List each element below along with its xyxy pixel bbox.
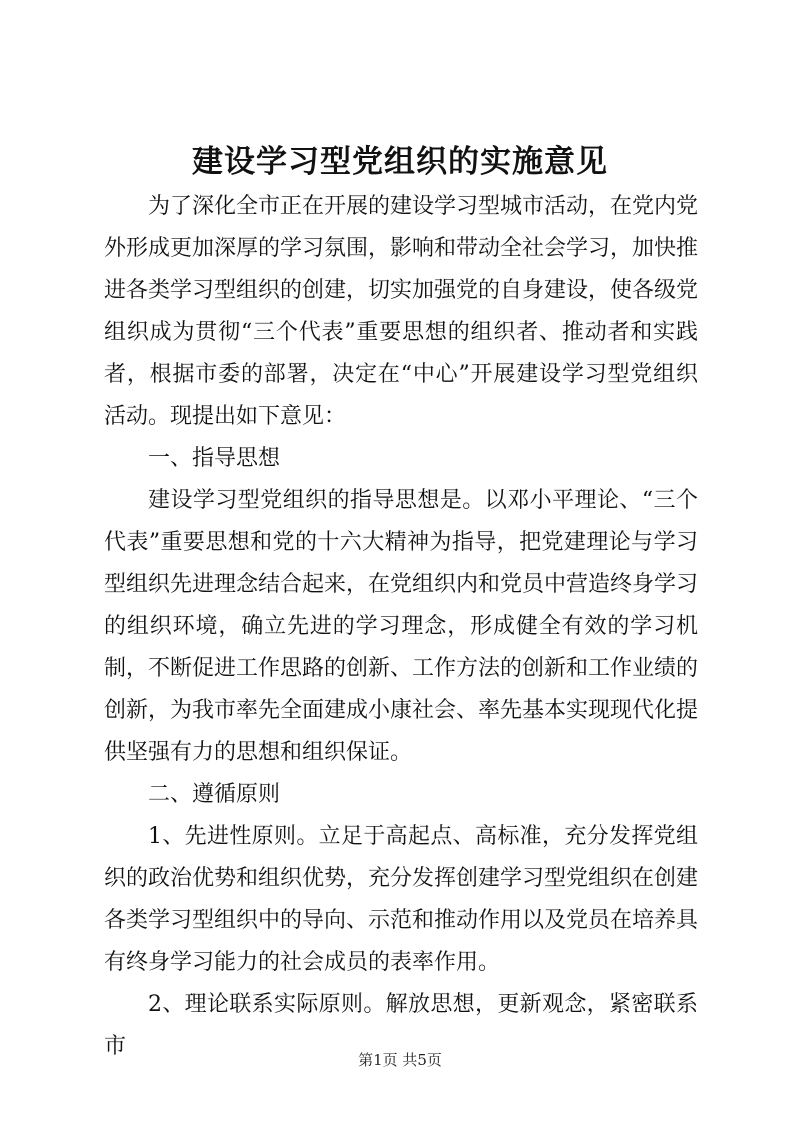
guiding-thought-paragraph: 建设学习型党组织的指导思想是。以邓小平理论、“三个代表”重要思想和党的十六大精神为指导，把党建理论与学习型组织先进理念结合起来，在党组织内和党员中营造终身学习的组织环境，确立先进的学习理念，形成健全有效的学习机制，不断促进工作思路的创新、工作方法的创新和工作业绩的创新，为我市率先全面建成小康社会、率先基本实现现代化提供坚强有力的思想和组织保证。 (104, 488, 699, 765)
intro-paragraph: 为了深化全市正在开展的建设学习型城市活动，在党内党外形成更加深厚的学习氛围，影响和带动全社会学习，加快推进各类学习型组织的创建，切实加强党的自身建设，使各级党组织成为贯彻“三个代表”重要思想的组织者、推动者和实践者，根据市委的部署，决定在“中心”开展建设学习型党组织活动。现提出如下意见： (104, 194, 699, 429)
section-heading-guiding-thought: 一、指导思想 (148, 446, 281, 471)
page-number-footer: 第1页 共5页 (358, 1051, 442, 1069)
document-body (104, 186, 698, 1068)
principle-2-paragraph: 2、理论联系实际原则。解放思想，更新观念，紧密联系市 (104, 992, 698, 1059)
document-title: 建设学习型党组织的实施意见 (192, 144, 608, 180)
principle-1-paragraph: 1、先进性原则。立足于高起点、高标准，充分发挥党组织的政治优势和组织优势，充分发挥创建学习型党组织在创建各类学习型组织中的导向、示范和推动作用以及党员在培养具有终身学习能力的社会成员的表率作用。 (104, 824, 699, 975)
section-heading-principles: 二、遵循原则 (148, 782, 281, 807)
